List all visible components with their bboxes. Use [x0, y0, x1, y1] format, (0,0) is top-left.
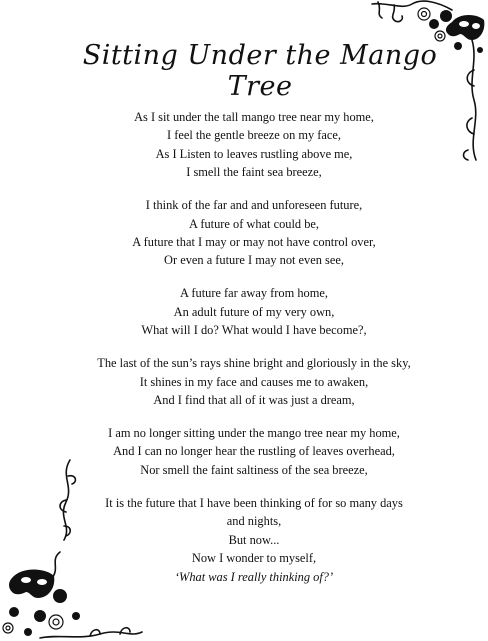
- mask-floral-corner-bottom-left-icon: [0, 456, 145, 641]
- stanza-4: [44, 354, 464, 409]
- poem-line: A future of what could be,: [188, 216, 320, 231]
- poem-line: An adult future of my very own,: [173, 304, 335, 319]
- poem-line: It shines in my face and causes me to awaken,: [139, 374, 369, 389]
- poem-line: As I Listen to leaves rustling above me,: [155, 146, 353, 161]
- stanza-1: [44, 108, 464, 182]
- poem-line: But now...: [228, 532, 280, 547]
- poem-line: And I find that all of it was just a dream,: [153, 393, 355, 408]
- poem-line: I feel the gentle breeze on my face,: [166, 128, 342, 143]
- poem-line: I am no longer sitting under the mango tree near my home,: [108, 426, 400, 441]
- poem-line: As I sit under the tall mango tree near my home,: [134, 110, 374, 124]
- poem-line: A future that I may or may not have control over,: [132, 235, 376, 250]
- stanza-2: [44, 196, 464, 270]
- poem-line: I smell the faint sea breeze,: [186, 165, 322, 180]
- poem-line: A future far away from home,: [180, 286, 328, 301]
- poem-line: It is the future that I have been thinking of for so many days: [105, 495, 403, 510]
- poem-line: I think of the far and and unforeseen future,: [145, 198, 363, 213]
- poem-closing-line: ‘What was I really thinking of?’: [174, 569, 334, 584]
- poem-line: Or even a future I may not even see,: [164, 253, 344, 268]
- poem-line: and nights,: [226, 514, 282, 529]
- poem-line: Now I wonder to myself,: [191, 551, 317, 566]
- poem-line: The last of the sun’s rays shine bright and gloriously in the sky,: [97, 356, 411, 371]
- poem-line: And I can no longer hear the rustling of leaves overhead,: [113, 444, 395, 459]
- poem-line: What will I do? What would I have become?,: [141, 323, 367, 338]
- stanza-3: [44, 284, 464, 339]
- poem-title: Sitting Under the Mango Tree: [82, 40, 438, 102]
- poem-line: Nor smell the faint saltiness of the sea breeze,: [140, 462, 368, 477]
